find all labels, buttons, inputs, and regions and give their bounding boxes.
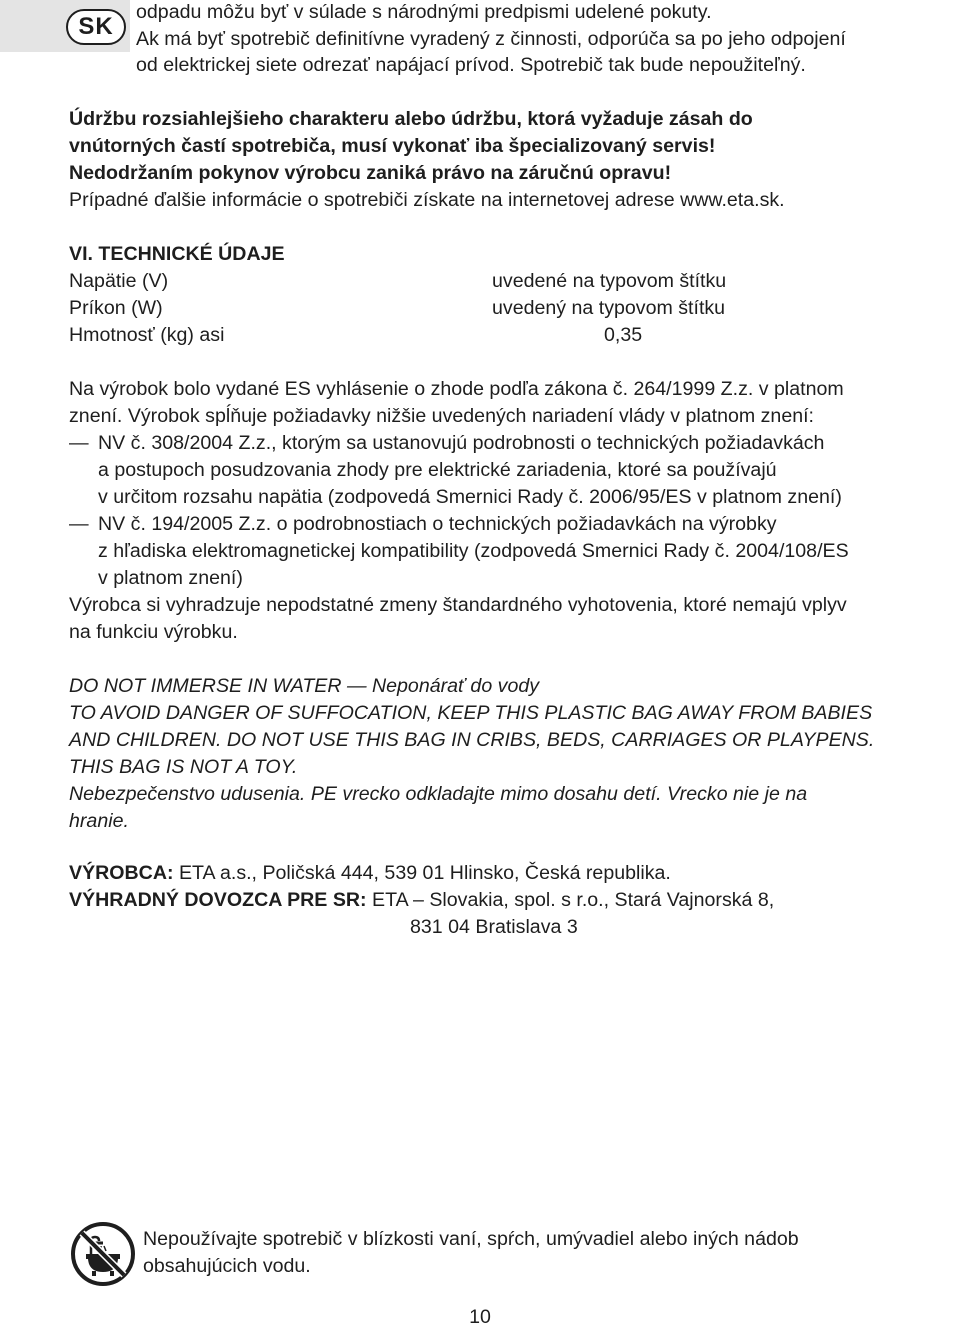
nv1-text: NV č. 308/2004 Z.z., ktorým sa ustanovujú podrobnosti o technických požiadavkách — [98, 432, 825, 454]
warning-line: Nebezpečenstvo udusenia. PE vrecko odkladajte mimo dosahu detí. Vrecko nie je na — [69, 783, 808, 805]
tech-label: Napätie (V) — [69, 270, 169, 292]
nv2-line: z hľadiska elektromagnetickej kompatibility (zodpovedá Smernici Rady č. 2004/108/ES — [98, 540, 849, 562]
tech-value: 0,35 — [604, 324, 643, 346]
warning-line: TO AVOID DANGER OF SUFFOCATION, KEEP THIS PLASTIC BAG AWAY FROM BABIES — [69, 702, 873, 724]
intro-line: odpadu môžu byť v súlade s národnými predpismi udelené pokuty. — [136, 1, 712, 23]
water-warning-line: obsahujúcich vodu. — [143, 1255, 311, 1277]
warning-line: AND CHILDREN. DO NOT USE THIS BAG IN CRIBS, BEDS, CARRIAGES OR PLAYPENS. — [69, 729, 875, 751]
conformity-line: znení. Výrobok spĺňuje požiadavky nižšie uvedených nariadení vlády v platnom znení: — [69, 405, 815, 427]
language-badge: SK — [66, 9, 126, 45]
nv1-line: v určitom rozsahu napätia (zodpovedá Smernici Rady č. 2006/95/ES v platnom znení) — [98, 486, 842, 508]
no-bath-icon — [70, 1221, 136, 1287]
tech-value: uvedený na typovom štítku — [492, 297, 726, 319]
manufacturer-label: VÝROBCA: — [69, 862, 174, 884]
water-warning-line: Nepoužívajte spotrebič v blízkosti vaní, spŕch, umývadiel alebo iných nádob — [143, 1228, 799, 1250]
manufacturer-line — [69, 860, 671, 887]
importer-address-line2: 831 04 Bratislava 3 — [410, 916, 578, 938]
nv1-line — [69, 430, 824, 457]
service-bold-line: Údržbu rozsiahlejšieho charakteru alebo údržbu, ktorá vyžaduje zásah do — [69, 108, 753, 130]
service-info-line: Prípadné ďalšie informácie o spotrebiči získate na internetovej adrese www.eta.sk. — [69, 189, 785, 211]
service-bold-line: Nedodržaním pokynov výrobcu zaniká právo na záručnú opravu! — [69, 162, 672, 184]
page-number: 10 — [469, 1306, 491, 1328]
technical-heading: VI. TECHNICKÉ ÚDAJE — [69, 243, 285, 265]
importer-line — [69, 887, 774, 914]
intro-line: od elektrickej siete odrezať napájací prívod. Spotrebič tak bude nepoužiteľný. — [136, 54, 806, 76]
reserve-line: na funkciu výrobku. — [69, 621, 238, 643]
nv2-line — [69, 511, 777, 538]
importer-label: VÝHRADNÝ DOVOZCA PRE SR: — [69, 889, 367, 911]
reserve-line: Výrobca si vyhradzuje nepodstatné zmeny štandardného vyhotovenia, ktoré nemajú vplyv — [69, 594, 847, 616]
nv2-line: v platnom znení) — [98, 567, 243, 589]
conformity-line: Na výrobok bolo vydané ES vyhlásenie o zhode podľa zákona č. 264/1999 Z.z. v platnom — [69, 378, 844, 400]
manufacturer-value: ETA a.s., Poličská 444, 539 01 Hlinsko, Česká republika. — [173, 862, 671, 884]
intro-line: Ak má byť spotrebič definitívne vyradený z činnosti, odporúča sa po jeho odpojení — [136, 28, 846, 50]
warning-line: THIS BAG IS NOT A TOY. — [69, 756, 298, 778]
tech-label: Hmotnosť (kg) asi — [69, 324, 225, 346]
tech-label: Príkon (W) — [69, 297, 163, 319]
nv2-text: NV č. 194/2005 Z.z. o podrobnostiach o technických požiadavkách na výrobky — [98, 513, 777, 535]
list-dash: — — [69, 513, 89, 535]
tech-value: uvedené na typovom štítku — [492, 270, 727, 292]
warning-line: hranie. — [69, 810, 129, 832]
list-dash: — — [69, 432, 89, 454]
warning-line: DO NOT IMMERSE IN WATER — Neponárať do vody — [69, 675, 540, 697]
nv1-line: a postupoch posudzovania zhody pre elektrické zariadenia, ktoré sa používajú — [98, 459, 777, 481]
language-tab — [0, 0, 130, 52]
service-bold-line: vnútorných častí spotrebiča, musí vykonať iba špecializovaný servis! — [69, 135, 716, 157]
importer-value: ETA – Slovakia, spol. s r.o., Stará Vajnorská 8, — [366, 889, 775, 911]
